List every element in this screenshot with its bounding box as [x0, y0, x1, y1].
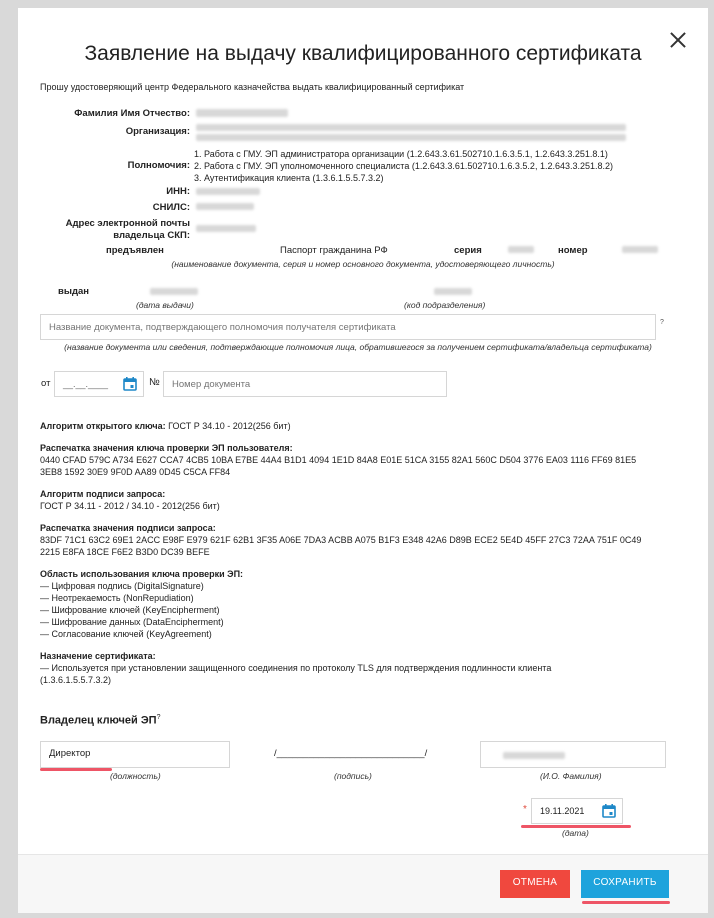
document-hint: (наименование документа, серия и номер основного документа, удостоверяющего личность)	[171, 259, 555, 269]
issue-date-redacted	[150, 288, 198, 295]
number-value-redacted	[622, 246, 658, 253]
key-info-sections	[40, 420, 700, 686]
authority-date-input[interactable]: __.__.____	[54, 371, 144, 397]
number-sign: №	[149, 377, 160, 388]
authority-list	[194, 148, 694, 184]
number-label: номер	[558, 245, 588, 256]
dialog-title: Заявление на выдачу квалифицированного сертификата	[84, 42, 642, 65]
org-value-redacted-2	[196, 134, 626, 141]
owner-help-icon[interactable]: ?	[156, 714, 161, 721]
position-highlight	[40, 768, 112, 771]
authority-line: 1. Работа с ГМУ. ЭП администратора организации (1.2.643.3.61.502710.1.6.3.5.1, 1.2.643.3.251.8.1)	[194, 149, 608, 159]
inn-value-redacted	[196, 188, 260, 195]
authority-label: Полномочия:	[127, 160, 190, 171]
cancel-button[interactable]: ОТМЕНА	[500, 870, 570, 898]
required-mark: *	[523, 804, 527, 815]
series-value-redacted	[508, 246, 534, 253]
section-public-key-print: Распечатка значения ключа проверки ЭП пользователя: 0440 CFAD 579C A734 E627 CCA7 4CB5 10BA E7BE 44A4 B1D1 4094 1E1D 84A8 E01E 51CA 3155 82A1 560C D504 3776 EA03 1116 FF69 81E5 3EB8 1592 30E9 9F0D AA89 0D45 C5CA FF84	[40, 443, 637, 477]
org-label: Организация:	[125, 126, 190, 137]
inn-label: ИНН:	[166, 186, 190, 197]
certificate-application-dialog	[18, 8, 708, 912]
authority-line: 3. Аутентификация клиента (1.3.6.1.5.5.7.3.2)	[194, 173, 384, 183]
authority-line: 2. Работа с ГМУ. ЭП уполномоченного специалиста (1.2.643.3.61.502710.1.6.3.5.2, 1.2.643.3.251.8.2)	[194, 161, 614, 171]
dept-code-redacted	[434, 288, 472, 295]
owner-name-redacted	[503, 752, 565, 759]
authority-document-hint: (название документа или сведения, подтверждающие полномочия лица, обратившегося за получением сертификата/владельца сертификата)	[64, 342, 652, 352]
section-certificate-purpose: Назначение сертификата: — Используется при установлении защищенного соединения по протоколу TLS для подтверждения подлинности клиента (1.3.6.1.5.5.7.3.2)	[40, 651, 552, 685]
authority-number-input[interactable]	[163, 371, 447, 397]
signature-line: /____________________________/	[274, 748, 428, 759]
position-hint: (должность)	[110, 771, 161, 781]
signature-hint: (подпись)	[334, 771, 372, 781]
save-button[interactable]: СОХРАНИТЬ	[581, 870, 669, 898]
email-value-redacted	[196, 225, 256, 232]
org-value-redacted	[196, 124, 626, 131]
save-highlight	[582, 901, 670, 904]
section-signature-print: Распечатка значения подписи запроса: 83DF 71C1 63C2 69E1 2ACC E98F E979 621F 62B1 3F35 A06E 7DA3 ACBB A075 B1F3 E348 42A6 D89B ECE2 5E4D 45FF 27C3 72AA 751F 0C49 2215 E8FA 18CE F6E2 B3D0 DC39 BEFE	[40, 523, 642, 557]
snils-value-redacted	[196, 203, 254, 210]
section-signature-algorithm: Алгоритм подписи запроса: ГОСТ Р 34.11 - 2012 / 34.10 - 2012(256 бит)	[40, 489, 220, 511]
owner-name-input[interactable]	[480, 741, 666, 768]
dept-code-hint: (код подразделения)	[404, 300, 486, 310]
issued-label: выдан	[58, 286, 90, 297]
owner-name-hint: (И.О. Фамилия)	[540, 771, 602, 781]
calendar-icon[interactable]	[602, 804, 616, 818]
position-input[interactable]: Директор	[40, 741, 230, 768]
authority-document-input[interactable]	[40, 314, 656, 340]
from-label: от	[41, 378, 51, 389]
close-icon[interactable]	[668, 30, 688, 50]
email-label: Адрес электронной почты владельца СКП:	[65, 218, 190, 241]
document-type: Паспорт гражданина РФ	[280, 245, 388, 256]
presented-label: предъявлен	[106, 245, 164, 256]
help-icon[interactable]: ?	[660, 319, 664, 326]
issue-date-hint: (дата выдачи)	[136, 300, 194, 310]
series-label: серия	[454, 245, 482, 256]
owner-date-input[interactable]: 19.11.2021	[531, 798, 623, 824]
fio-label: Фамилия Имя Отчество:	[74, 108, 190, 119]
owner-heading: Владелец ключей ЭП?	[40, 714, 161, 727]
intro-text: Прошу удостоверяющий центр Федерального казначейства выдать квалифицированный сертификат	[40, 82, 465, 92]
section-key-usage: Область использования ключа проверки ЭП: — Цифровая подпись (DigitalSignature) — Неотрекаемость (NonRepudiation) — Шифрование ключей (KeyEncipherment) — Шифрование данных (DataEncipherment) — Согласование ключей (KeyAgreement)	[40, 569, 244, 639]
calendar-icon[interactable]	[123, 377, 137, 391]
date-hint: (дата)	[562, 828, 589, 838]
snils-label: СНИЛС:	[152, 202, 190, 213]
section-public-key-algorithm: Алгоритм открытого ключа: ГОСТ Р 34.10 - 2012(256 бит)	[40, 421, 291, 431]
fio-value-redacted	[196, 109, 288, 117]
